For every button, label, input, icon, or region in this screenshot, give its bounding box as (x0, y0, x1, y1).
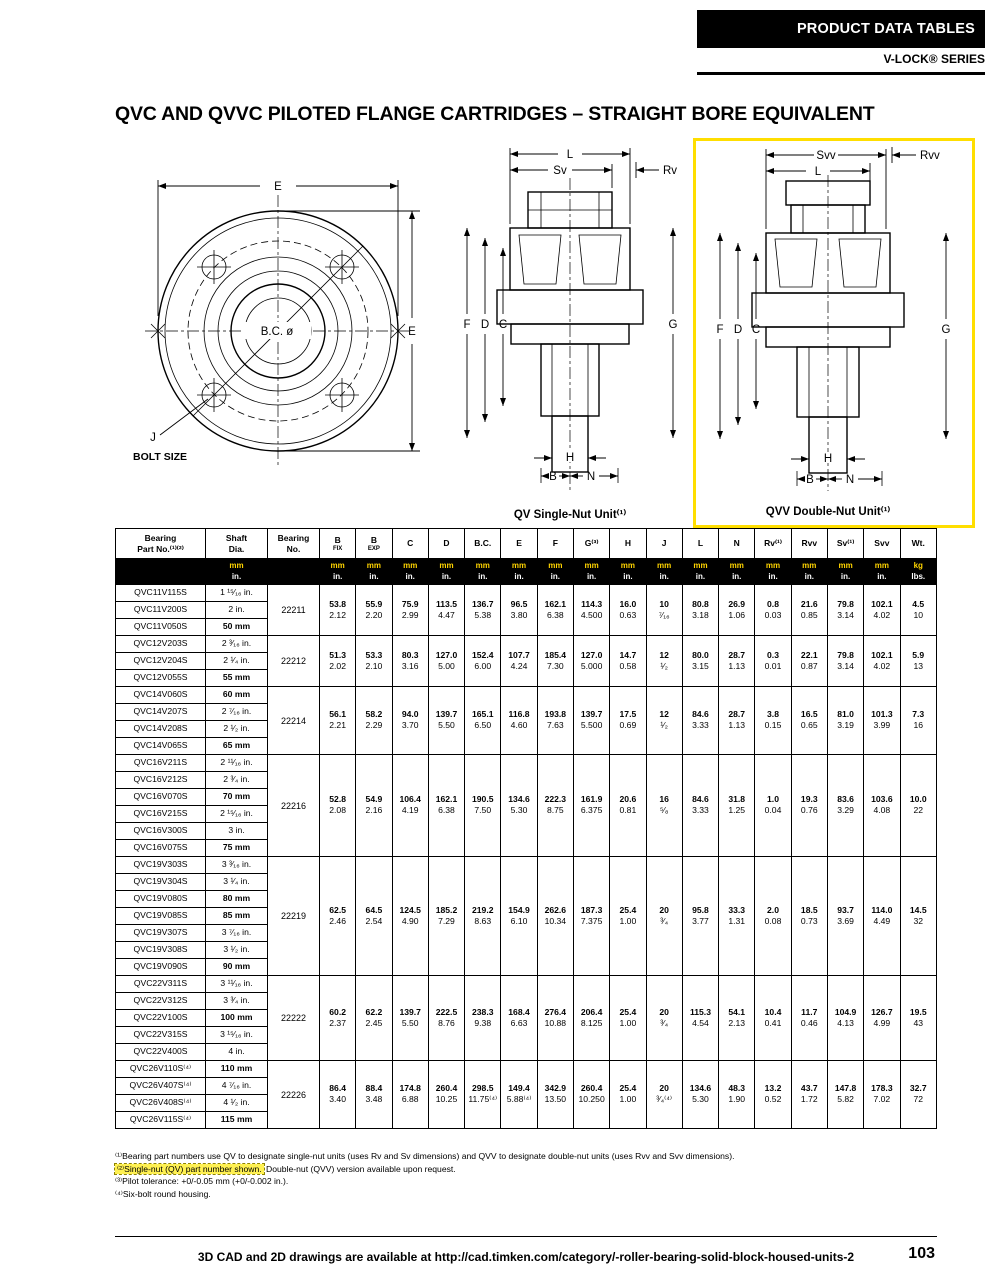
value-cell: 51.3 2.02 (320, 636, 356, 687)
shaft-dia-cell: 2 ⁷⁄₁₆ in. (206, 704, 268, 721)
value-cell: 32.7 72 (900, 1061, 937, 1129)
dim-label-n2: N (845, 474, 855, 486)
value-cell: 5.9 13 (900, 636, 937, 687)
bearing-no-cell: 22216 (268, 755, 320, 857)
shaft-dia-cell: 70 mm (206, 789, 268, 806)
value-cell: 154.9 6.10 (501, 857, 537, 976)
value-cell: 190.5 7.50 (465, 755, 501, 857)
column-header: Rv⁽¹⁾ (755, 529, 791, 559)
value-cell: 88.4 3.48 (356, 1061, 392, 1129)
shaft-dia-cell: 90 mm (206, 959, 268, 976)
value-cell: 25.4 1.00 (610, 857, 646, 976)
part-number-cell: QVC16V211S (116, 755, 206, 772)
part-number-cell: QVC22V312S (116, 993, 206, 1010)
value-cell: 139.7 5.50 (428, 687, 464, 755)
footnote-2 (115, 1163, 955, 1176)
value-cell: 84.6 3.33 (682, 687, 718, 755)
dim-label-rv: Rv (663, 165, 678, 177)
footnote-4: ⁽⁴⁾Six-bolt round housing. (115, 1188, 211, 1199)
shaft-dia-cell: 60 mm (206, 687, 268, 704)
banner-label: PRODUCT DATA TABLES (796, 21, 975, 37)
value-cell: 0.8 0.03 (755, 585, 791, 636)
part-number-cell: QVC19V090S (116, 959, 206, 976)
column-header: H (610, 529, 646, 559)
shaft-dia-cell: 110 mm (206, 1061, 268, 1078)
value-cell: 222.3 8.75 (537, 755, 573, 857)
shaft-dia-cell: 2 ¹⁄₄ in. (206, 653, 268, 670)
footnote-1: ⁽¹⁾Bearing part numbers use QV to designate single-nut units (uses Rv and Sv dimensions) and QVV to designate double-nut units (uses Rvv and Svv dimensions). (115, 1151, 735, 1161)
shaft-dia-cell: 4 in. (206, 1044, 268, 1061)
column-header: Bearing Part No.⁽¹⁾⁽²⁾ (116, 529, 206, 559)
dim-label-n: N (586, 471, 596, 483)
dim-label-b: B (549, 471, 557, 483)
value-cell: 16.0 0.63 (610, 585, 646, 636)
part-number-cell: QVC14V208S (116, 721, 206, 738)
column-header: G⁽³⁾ (573, 529, 609, 559)
units-header: mm in. (428, 559, 464, 585)
column-header: J (646, 529, 682, 559)
value-cell: 22.1 0.87 (791, 636, 827, 687)
value-cell: 127.0 5.00 (428, 636, 464, 687)
value-cell: 260.4 10.250 (573, 1061, 609, 1129)
value-cell: 83.6 3.29 (827, 755, 863, 857)
value-cell: 134.6 5.30 (501, 755, 537, 857)
part-number-cell: QVC14V060S (116, 687, 206, 704)
value-cell: 52.8 2.08 (320, 755, 356, 857)
value-cell: 43.7 1.72 (791, 1061, 827, 1129)
value-cell: 20 ³⁄₄ (646, 976, 682, 1061)
dim-label-l: L (566, 149, 574, 161)
part-number-cell: QVC12V055S (116, 670, 206, 687)
value-cell: 162.1 6.38 (428, 755, 464, 857)
shaft-dia-cell: 3 ³⁄₁₆ in. (206, 857, 268, 874)
value-cell: 20 ³⁄₄⁽⁴⁾ (646, 1061, 682, 1129)
value-cell: 19.3 0.76 (791, 755, 827, 857)
value-cell: 193.8 7.63 (537, 687, 573, 755)
column-header: B EXP (356, 529, 392, 559)
value-cell: 107.7 4.24 (501, 636, 537, 687)
footnotes (115, 1150, 955, 1200)
column-header: B FIX (320, 529, 356, 559)
value-cell: 81.0 3.19 (827, 687, 863, 755)
shaft-dia-cell: 4 ⁷⁄₁₆ in. (206, 1078, 268, 1095)
value-cell: 149.4 5.88⁽⁴⁾ (501, 1061, 537, 1129)
value-cell: 53.8 2.12 (320, 585, 356, 636)
value-cell: 238.3 9.38 (465, 976, 501, 1061)
bearing-no-cell: 22211 (268, 585, 320, 636)
value-cell: 14.7 0.58 (610, 636, 646, 687)
units-header (116, 559, 206, 585)
single-nut-drawing (445, 138, 695, 528)
value-cell: 185.4 7.30 (537, 636, 573, 687)
units-header: mm in. (610, 559, 646, 585)
double-nut-drawing (696, 141, 972, 525)
part-number-cell: QVC16V212S (116, 772, 206, 789)
value-cell: 14.5 32 (900, 857, 937, 976)
value-cell: 2.0 0.08 (755, 857, 791, 976)
value-cell: 56.1 2.21 (320, 687, 356, 755)
dim-label-g2: G (941, 324, 951, 336)
part-number-cell: QVC19V080S (116, 891, 206, 908)
bearing-no-cell: 22212 (268, 636, 320, 687)
bearing-no-cell: 22219 (268, 857, 320, 976)
value-cell: 80.3 3.16 (392, 636, 428, 687)
value-cell: 219.2 8.63 (465, 857, 501, 976)
part-number-cell: QVC19V307S (116, 925, 206, 942)
value-cell: 124.5 4.90 (392, 857, 428, 976)
part-number-cell: QVC16V070S (116, 789, 206, 806)
part-number-cell: QVC16V300S (116, 823, 206, 840)
value-cell: 7.3 16 (900, 687, 937, 755)
value-cell: 13.2 0.52 (755, 1061, 791, 1129)
value-cell: 10 ⁷⁄₁₆ (646, 585, 682, 636)
page-title: QVC AND QVVC PILOTED FLANGE CARTRIDGES – STRAIGHT BORE EQUIVALENT (115, 103, 875, 125)
units-header: mm in. (791, 559, 827, 585)
footnote-3: ⁽³⁾Pilot tolerance: +0/-0.05 mm (+0/-0.002 in.). (115, 1176, 289, 1186)
part-number-cell: QVC16V075S (116, 840, 206, 857)
dim-label-h2: H (823, 453, 833, 465)
double-nut-highlight-box (693, 138, 975, 528)
bc-diameter-label: B.C. ø (260, 326, 294, 338)
page-number: 103 (908, 1245, 935, 1262)
value-cell: 28.7 1.13 (719, 687, 755, 755)
value-cell: 161.9 6.375 (573, 755, 609, 857)
part-number-cell: QVC26V407S⁽⁴⁾ (116, 1078, 206, 1095)
value-cell: 17.5 0.69 (610, 687, 646, 755)
shaft-dia-cell: 100 mm (206, 1010, 268, 1027)
column-header: Svv (864, 529, 900, 559)
value-cell: 60.2 2.37 (320, 976, 356, 1061)
dim-label-c2: C (751, 324, 761, 336)
bolt-size-label: BOLT SIZE (133, 451, 188, 463)
column-header: B.C. (465, 529, 501, 559)
units-header: mm in. (682, 559, 718, 585)
column-header: D (428, 529, 464, 559)
value-cell: 79.8 3.14 (827, 585, 863, 636)
value-cell: 276.4 10.88 (537, 976, 573, 1061)
dim-label-f2: F (716, 324, 724, 336)
value-cell: 48.3 1.90 (719, 1061, 755, 1129)
front-view-drawing (115, 138, 445, 528)
table-row (116, 857, 937, 874)
shaft-dia-cell: 50 mm (206, 619, 268, 636)
units-header: kg lbs. (900, 559, 937, 585)
value-cell: 178.3 7.02 (864, 1061, 900, 1129)
part-number-cell: QVC19V303S (116, 857, 206, 874)
value-cell: 11.7 0.46 (791, 976, 827, 1061)
dim-label-d: D (480, 319, 490, 331)
value-cell: 95.8 3.77 (682, 857, 718, 976)
dim-label-j: J (150, 432, 156, 444)
value-cell: 222.5 8.76 (428, 976, 464, 1061)
value-cell: 26.9 1.06 (719, 585, 755, 636)
product-data-tables-banner (697, 10, 985, 48)
dim-label-rvv: Rvv (920, 150, 940, 162)
dim-label-d2: D (733, 324, 743, 336)
value-cell: 54.1 2.13 (719, 976, 755, 1061)
column-header: F (537, 529, 573, 559)
shaft-dia-cell: 3 ¹¹⁄₁₆ in. (206, 976, 268, 993)
shaft-dia-cell: 2 in. (206, 602, 268, 619)
value-cell: 16.5 0.65 (791, 687, 827, 755)
shaft-dia-cell: 3 ³⁄₄ in. (206, 993, 268, 1010)
value-cell: 33.3 1.31 (719, 857, 755, 976)
value-cell: 298.5 11.75⁽⁴⁾ (465, 1061, 501, 1129)
value-cell: 147.8 5.82 (827, 1061, 863, 1129)
part-number-cell: QVC11V115S (116, 585, 206, 602)
units-header: mm in. (864, 559, 900, 585)
table-row (116, 687, 937, 704)
shaft-dia-cell: 2 ¹⁄₂ in. (206, 721, 268, 738)
shaft-dia-cell: 2 ³⁄₁₆ in. (206, 636, 268, 653)
value-cell: 94.0 3.70 (392, 687, 428, 755)
value-cell: 101.3 3.99 (864, 687, 900, 755)
value-cell: 139.7 5.500 (573, 687, 609, 755)
part-number-cell: QVC22V100S (116, 1010, 206, 1027)
value-cell: 4.5 10 (900, 585, 937, 636)
page-footer (115, 1236, 937, 1264)
value-cell: 3.8 0.15 (755, 687, 791, 755)
value-cell: 115.3 4.54 (682, 976, 718, 1061)
shaft-dia-cell: 3 ¹⁄₄ in. (206, 874, 268, 891)
value-cell: 102.1 4.02 (864, 585, 900, 636)
dim-label-c: C (498, 319, 508, 331)
column-header: Bearing No. (268, 529, 320, 559)
value-cell: 80.8 3.18 (682, 585, 718, 636)
value-cell: 102.1 4.02 (864, 636, 900, 687)
part-number-cell: QVC19V308S (116, 942, 206, 959)
units-header: mm in. (573, 559, 609, 585)
dim-label-g: G (668, 319, 678, 331)
dim-label-f: F (463, 319, 471, 331)
part-number-cell: QVC12V203S (116, 636, 206, 653)
value-cell: 18.5 0.73 (791, 857, 827, 976)
value-cell: 53.3 2.10 (356, 636, 392, 687)
part-number-cell: QVC16V215S (116, 806, 206, 823)
value-cell: 20.6 0.81 (610, 755, 646, 857)
footer-cad-note: 3D CAD and 2D drawings are available at http://cad.timken.com/category/-roller-bearing-solid-block-housed-units-2 (197, 1250, 855, 1264)
shaft-dia-cell: 2 ¹¹⁄₁₆ in. (206, 755, 268, 772)
table-row (116, 585, 937, 602)
units-header: mm in. (356, 559, 392, 585)
part-number-cell: QVC26V115S⁽⁴⁾ (116, 1112, 206, 1129)
dim-label-h: H (565, 452, 575, 464)
column-header: Shaft Dia. (206, 529, 268, 559)
shaft-dia-cell: 75 mm (206, 840, 268, 857)
value-cell: 25.4 1.00 (610, 976, 646, 1061)
value-cell: 28.7 1.13 (719, 636, 755, 687)
column-header: E (501, 529, 537, 559)
value-cell: 174.8 6.88 (392, 1061, 428, 1129)
value-cell: 139.7 5.50 (392, 976, 428, 1061)
units-header: mm in. (537, 559, 573, 585)
shaft-dia-cell: 115 mm (206, 1112, 268, 1129)
value-cell: 0.3 0.01 (755, 636, 791, 687)
part-number-cell: QVC22V315S (116, 1027, 206, 1044)
value-cell: 62.5 2.46 (320, 857, 356, 976)
bearing-no-cell: 22226 (268, 1061, 320, 1129)
value-cell: 20 ³⁄₄ (646, 857, 682, 976)
units-header: mm in. (646, 559, 682, 585)
data-table (115, 528, 937, 1129)
value-cell: 152.4 6.00 (465, 636, 501, 687)
shaft-dia-cell: 85 mm (206, 908, 268, 925)
single-nut-caption: QV Single-Nut Unit⁽¹⁾ (513, 509, 627, 521)
units-header: mm in. (827, 559, 863, 585)
value-cell: 168.4 6.63 (501, 976, 537, 1061)
value-cell: 54.9 2.16 (356, 755, 392, 857)
dim-label-e-top: E (274, 181, 282, 193)
value-cell: 25.4 1.00 (610, 1061, 646, 1129)
value-cell: 103.6 4.08 (864, 755, 900, 857)
value-cell: 31.8 1.25 (719, 755, 755, 857)
technical-drawings (115, 138, 975, 530)
part-number-cell: QVC12V204S (116, 653, 206, 670)
table-row (116, 1061, 937, 1078)
shaft-dia-cell: 3 ¹⁵⁄₁₆ in. (206, 1027, 268, 1044)
value-cell: 58.2 2.29 (356, 687, 392, 755)
dim-label-l2: L (814, 166, 822, 178)
value-cell: 64.5 2.54 (356, 857, 392, 976)
units-header: mm in. (755, 559, 791, 585)
dim-label-svv: Svv (816, 150, 836, 162)
part-number-cell: QVC14V065S (116, 738, 206, 755)
column-header: L (682, 529, 718, 559)
value-cell: 116.8 4.60 (501, 687, 537, 755)
units-header: mm in. (719, 559, 755, 585)
units-header: mm in. (392, 559, 428, 585)
units-header: mm in. (501, 559, 537, 585)
value-cell: 113.5 4.47 (428, 585, 464, 636)
shaft-dia-cell: 3 in. (206, 823, 268, 840)
part-number-cell: QVC14V207S (116, 704, 206, 721)
value-cell: 127.0 5.000 (573, 636, 609, 687)
part-number-cell: QVC26V408S⁽⁴⁾ (116, 1095, 206, 1112)
column-header: Wt. (900, 529, 937, 559)
shaft-dia-cell: 4 ¹⁄₂ in. (206, 1095, 268, 1112)
value-cell: 134.6 5.30 (682, 1061, 718, 1129)
value-cell: 80.0 3.15 (682, 636, 718, 687)
value-cell: 62.2 2.45 (356, 976, 392, 1061)
value-cell: 12 ¹⁄₂ (646, 687, 682, 755)
column-header: C (392, 529, 428, 559)
part-number-cell: QVC11V050S (116, 619, 206, 636)
shaft-dia-cell: 3 ¹⁄₂ in. (206, 942, 268, 959)
bearing-no-cell: 22214 (268, 687, 320, 755)
units-header: mm in. (465, 559, 501, 585)
value-cell: 55.9 2.20 (356, 585, 392, 636)
table-row (116, 636, 937, 653)
value-cell: 21.6 0.85 (791, 585, 827, 636)
part-number-cell: QVC26V110S⁽⁴⁾ (116, 1061, 206, 1078)
value-cell: 75.9 2.99 (392, 585, 428, 636)
shaft-dia-cell: 2 ³⁄₄ in. (206, 772, 268, 789)
dim-label-sv: Sv (553, 165, 567, 177)
value-cell: 104.9 4.13 (827, 976, 863, 1061)
series-label: V-LOCK® SERIES (697, 52, 985, 75)
value-cell: 206.4 8.125 (573, 976, 609, 1061)
value-cell: 187.3 7.375 (573, 857, 609, 976)
table-row (116, 976, 937, 993)
value-cell: 260.4 10.25 (428, 1061, 464, 1129)
shaft-dia-cell: 3 ⁷⁄₁₆ in. (206, 925, 268, 942)
shaft-dia-cell: 55 mm (206, 670, 268, 687)
value-cell: 19.5 43 (900, 976, 937, 1061)
shaft-dia-cell: 1 ¹⁵⁄₁₆ in. (206, 585, 268, 602)
units-header (268, 559, 320, 585)
footnote-2-rest: Double-nut (QVV) version available upon request. (263, 1163, 456, 1174)
part-number-cell: QVC19V085S (116, 908, 206, 925)
table-section (115, 528, 939, 1129)
dim-label-b2: B (806, 474, 814, 486)
value-cell: 126.7 4.99 (864, 976, 900, 1061)
value-cell: 93.7 3.69 (827, 857, 863, 976)
value-cell: 16 ⁵⁄₈ (646, 755, 682, 857)
part-number-cell: QVC22V400S (116, 1044, 206, 1061)
column-header: Rvv (791, 529, 827, 559)
shaft-dia-cell: 2 ¹⁵⁄₁₆ in. (206, 806, 268, 823)
value-cell: 262.6 10.34 (537, 857, 573, 976)
value-cell: 1.0 0.04 (755, 755, 791, 857)
column-header: N (719, 529, 755, 559)
double-nut-caption: QVV Double-Nut Unit⁽¹⁾ (765, 506, 891, 518)
units-header: mm in. (206, 559, 268, 585)
column-header: Sv⁽¹⁾ (827, 529, 863, 559)
value-cell: 185.2 7.29 (428, 857, 464, 976)
bearing-no-cell: 22222 (268, 976, 320, 1061)
value-cell: 10.4 0.41 (755, 976, 791, 1061)
value-cell: 10.0 22 (900, 755, 937, 857)
table-row (116, 755, 937, 772)
dim-label-e-right: E (408, 326, 416, 338)
footnote-2-highlight: ⁽²⁾Single-nut (QV) part number shown. (117, 1163, 262, 1174)
value-cell: 84.6 3.33 (682, 755, 718, 857)
value-cell: 114.3 4.500 (573, 585, 609, 636)
value-cell: 79.8 3.14 (827, 636, 863, 687)
value-cell: 342.9 13.50 (537, 1061, 573, 1129)
value-cell: 165.1 6.50 (465, 687, 501, 755)
value-cell: 96.5 3.80 (501, 585, 537, 636)
shaft-dia-cell: 65 mm (206, 738, 268, 755)
value-cell: 162.1 6.38 (537, 585, 573, 636)
value-cell: 114.0 4.49 (864, 857, 900, 976)
shaft-dia-cell: 80 mm (206, 891, 268, 908)
part-number-cell: QVC11V200S (116, 602, 206, 619)
part-number-cell: QVC22V311S (116, 976, 206, 993)
value-cell: 106.4 4.19 (392, 755, 428, 857)
units-header: mm in. (320, 559, 356, 585)
value-cell: 86.4 3.40 (320, 1061, 356, 1129)
value-cell: 136.7 5.38 (465, 585, 501, 636)
part-number-cell: QVC19V304S (116, 874, 206, 891)
value-cell: 12 ¹⁄₂ (646, 636, 682, 687)
